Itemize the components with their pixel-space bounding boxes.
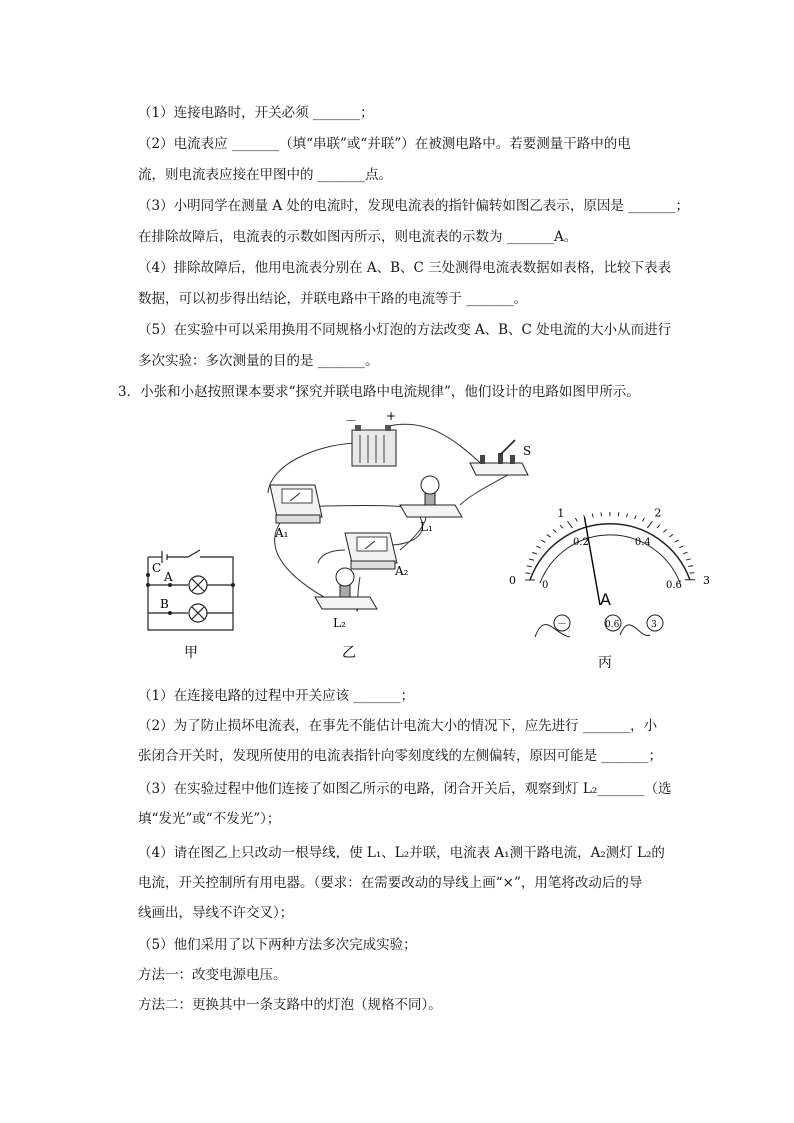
dial-tick xyxy=(541,540,545,542)
dial-bottom-tick-label: 0.2 xyxy=(572,537,589,549)
terminal-3: 3 xyxy=(651,620,657,630)
battery-minus-label: － xyxy=(345,414,358,428)
ammeter-a2 xyxy=(345,533,397,569)
dial-tick xyxy=(618,512,619,516)
p3-question-4-line-3: 线画出，导线不许交叉）； xyxy=(138,905,294,921)
dial-top-tick-label: 2 xyxy=(654,506,662,520)
p3-question-3-line-2: 填“发光”或“不发光”）； xyxy=(138,811,281,827)
dial-top-tick-label: 1 xyxy=(557,506,565,520)
lamp-l2 xyxy=(315,568,377,609)
question-3-line-2: 在排除故障后，电流表的示数如图丙所示，则电流表的示数为 _______A。 xyxy=(138,229,578,245)
dial-bottom-tick-label: 0 xyxy=(542,580,549,591)
ammeter-a1-label: A₁ xyxy=(275,526,289,540)
terminal-minus: － xyxy=(557,619,567,630)
dial-top-tick-label: 3 xyxy=(702,573,710,587)
dial-tick xyxy=(647,521,652,528)
dial-needle xyxy=(585,518,600,605)
dial-tick xyxy=(601,512,602,516)
switch xyxy=(470,440,528,475)
dial-tick xyxy=(679,546,683,548)
battery-plus-label: + xyxy=(386,409,397,423)
dial-tick xyxy=(536,546,540,548)
p3-question-1: （1）在连接电路的过程中开关应该 _______； xyxy=(138,688,415,704)
lamp-l1 xyxy=(400,476,462,517)
dial-tick xyxy=(592,514,593,518)
method-2: 方法二：更换其中一条支路中的灯泡（规格不同）。 xyxy=(138,997,442,1013)
caption-jia: 甲 xyxy=(184,645,198,661)
point-b-label: B xyxy=(160,597,169,611)
point-c-label: C xyxy=(152,561,162,575)
question-5-line-2: 多次实验：多次测量的目的是 _______。 xyxy=(138,353,379,369)
dial-tick xyxy=(657,525,660,528)
dial-tick xyxy=(675,540,679,542)
problem-3-stem: 3．小张和小赵按照课本要求“探究并联电路中电流规律”，他们设计的电路如图甲所示。 xyxy=(118,384,640,400)
question-5-line-1: （5）在实验中可以采用换用不同规格小灯泡的方法改变 A、B、C 处电流的大小从而进行 xyxy=(138,322,672,338)
circuit-figure xyxy=(130,405,730,685)
dial-tick xyxy=(635,515,637,519)
dial-unit-label: A xyxy=(600,590,611,609)
terminal-0-6: 0.6 xyxy=(605,620,620,630)
dial-tick xyxy=(669,534,673,537)
battery xyxy=(352,425,396,466)
dial-tick xyxy=(529,559,534,560)
dial-tick xyxy=(688,566,693,567)
point-a-label: A xyxy=(164,570,173,584)
lamp-l1-label: L₁ xyxy=(420,520,433,534)
dial-tick xyxy=(686,559,691,560)
dial-bottom-tick-label: 0.6 xyxy=(665,579,682,591)
question-2-line-2: 流，则电流表应接在甲图中的 _______点。 xyxy=(138,167,393,183)
dial-tick xyxy=(547,535,551,538)
question-2-line-1: （2）电流表应 _______（填“串联”或“并联”）在被测电路中。若要测量干路中的电 xyxy=(138,136,631,152)
question-3-line-1: （3）小明同学在测量 A 处的电流时，发现电流表的指针偏转如图乙表示，原因是 _______； xyxy=(138,198,689,214)
dial-tick xyxy=(626,513,627,517)
lamp-l2-label: L₂ xyxy=(333,616,346,630)
dial-tick xyxy=(575,518,577,522)
dial-tick xyxy=(642,518,644,522)
caption-bing: 丙 xyxy=(598,655,612,671)
ammeter-a2-label: A₂ xyxy=(395,564,409,578)
dial-terminals xyxy=(535,615,663,637)
p3-question-2-line-2: 张闭合开关时，发现所使用的电流表指针向零刻度线的左侧偏转，原因可能是 _______； xyxy=(138,748,663,764)
dial-tick xyxy=(527,566,532,567)
dial-tick xyxy=(553,530,556,533)
method-1: 方法一：改变电源电压。 xyxy=(138,967,287,983)
dial-bottom-tick-label: 0.4 xyxy=(634,536,651,548)
dial-tick xyxy=(567,521,572,528)
dial-tick xyxy=(532,552,537,554)
p3-question-2-line-1: （2）为了防止损坏电流表，在事先不能估计电流大小的情况下，应先进行 _______，小 xyxy=(138,718,658,734)
p3-question-5: （5）他们采用了以下两种方法多次完成实验； xyxy=(138,937,417,953)
question-4-line-1: （4）排除故障后，他用电流表分别在 A、B、C 三处测得电流表数据如表格，比较下表表 xyxy=(138,260,672,276)
dial-top-tick-label: 0 xyxy=(509,574,516,587)
p3-question-3-line-1: （3）在实验过程中他们连接了如图乙所示的电路，闭合开关后，观察到灯 L₂_______（选 xyxy=(138,781,672,797)
question-1: （1）连接电路时，开关必须 _______； xyxy=(138,105,374,121)
ammeter-a1 xyxy=(270,485,322,523)
dial-tick xyxy=(683,552,688,554)
switch-label: S xyxy=(523,444,532,458)
question-4-line-2: 数据，可以初步得出结论，并联电路中干路的电流等于 _______。 xyxy=(138,291,528,307)
dial-tick xyxy=(560,525,563,528)
caption-yi: 乙 xyxy=(342,645,356,661)
p3-question-4-line-2: 电流，开关控制所有用电器。（要求：在需要改动的导线上画“×”，用笔将改动后的导 xyxy=(138,875,643,891)
p3-question-4-line-1: （4）请在图乙上只改动一根导线，使 L₁、L₂并联，电流表 A₁测干路电流，A₂测灯 L₂的 xyxy=(138,845,665,861)
dial-tick xyxy=(663,529,666,532)
